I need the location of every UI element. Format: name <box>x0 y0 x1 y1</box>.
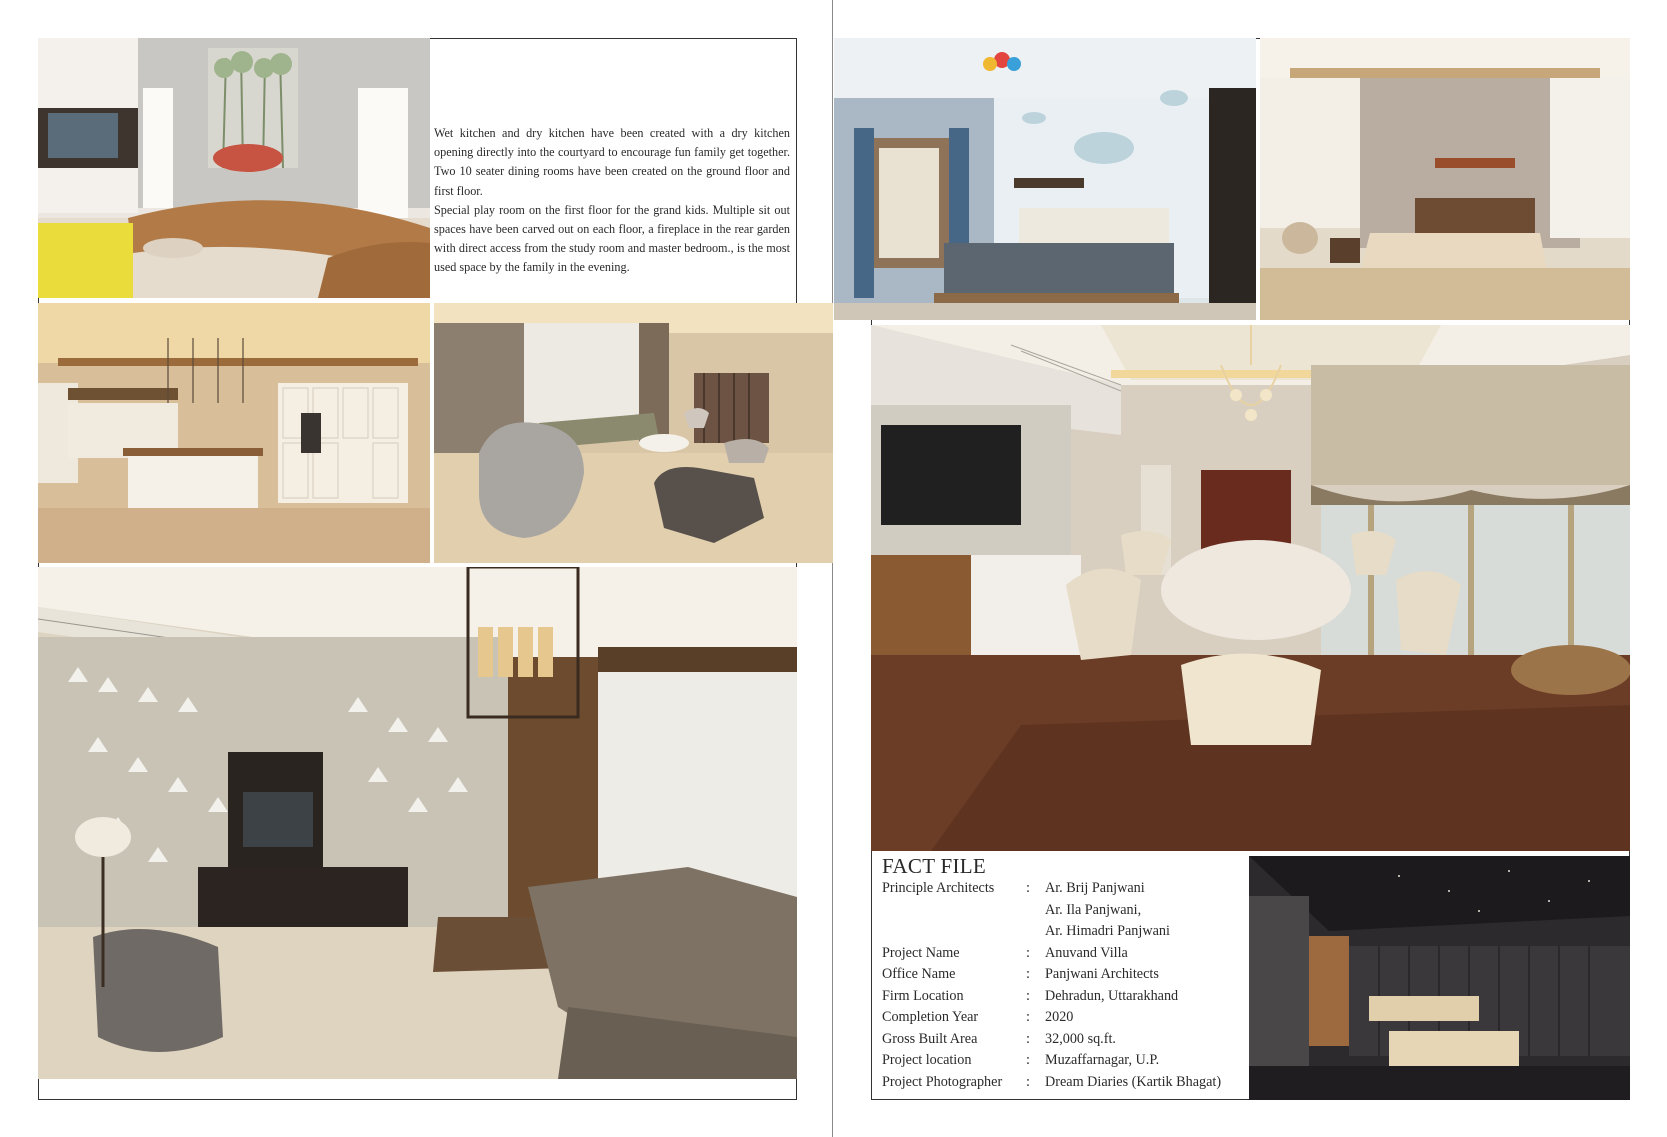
fact-value: Ar. Himadri Panjwani <box>1045 923 1170 939</box>
photo-living-room-curved-sofa <box>38 38 430 298</box>
fact-label: Project Photographer <box>882 1073 1003 1090</box>
fact-file-title: FACT FILE <box>882 854 987 878</box>
fact-separator: : <box>1026 1052 1030 1068</box>
page-spread-divider <box>832 0 833 1137</box>
fact-row <box>882 964 1252 986</box>
fact-row <box>882 900 1252 922</box>
fact-label: Completion Year <box>882 1009 979 1025</box>
fact-value: 2020 <box>1045 1009 1074 1025</box>
fact-file <box>882 855 1252 1093</box>
fact-separator: : <box>1026 1073 1030 1090</box>
intro-paragraph-2: Special play room on the first floor for the grand kids. Multiple sit out spaces have been carved out on each floor, a fireplace in the rear garden with direct access from the study room and master bedroom., is the most used space by the family in the evening. <box>434 202 790 275</box>
fact-label: Gross Built Area <box>882 1030 978 1047</box>
fact-separator: : <box>1026 966 1030 982</box>
fact-row <box>882 1007 1252 1029</box>
fact-row <box>882 986 1252 1008</box>
fact-value: Ar. Brij Panjwani <box>1045 880 1145 896</box>
photo-lounge-grey-sofas <box>434 303 833 563</box>
fact-label: Principle Architects <box>882 880 995 896</box>
fact-row <box>882 878 1252 900</box>
fact-value: Ar. Ila Panjwani, <box>1045 901 1142 918</box>
fact-row <box>882 1072 1252 1094</box>
fact-row <box>882 943 1252 965</box>
fact-value: Panjwani Architects <box>1045 966 1159 982</box>
fact-row <box>882 921 1252 943</box>
fact-value: Muzaffarnagar, U.P. <box>1045 1052 1160 1068</box>
photo-tv-living-room <box>38 567 797 1079</box>
photo-kitchen <box>38 303 430 563</box>
fact-value: 32,000 sq.ft. <box>1045 1030 1116 1047</box>
intro-text-block <box>434 124 790 278</box>
fact-row <box>882 1050 1252 1072</box>
fact-label: Firm Location <box>882 987 964 1004</box>
photo-dining-room <box>871 325 1630 851</box>
intro-paragraph-1: Wet kitchen and dry kitchen have been created with a dry kitchen opening directly into the courtyard to encourage fun family get together. Two 10 seater dining rooms have been created on the ground floor and first floor. <box>434 126 790 198</box>
fact-separator: : <box>1026 987 1030 1004</box>
fact-separator: : <box>1026 1030 1030 1047</box>
fact-file-rows <box>882 878 1252 1093</box>
fact-value: Dehradun, Uttarakhand <box>1045 987 1179 1004</box>
fact-value: Anuvand Villa <box>1045 944 1128 961</box>
fact-separator: : <box>1026 880 1030 896</box>
fact-value: Dream Diaries (Kartik Bhagat) <box>1045 1073 1222 1090</box>
fact-label: Project Name <box>882 944 960 961</box>
photo-kids-bedroom <box>834 38 1256 320</box>
fact-row <box>882 1029 1252 1051</box>
fact-label: Office Name <box>882 966 956 982</box>
photo-master-bedroom <box>1260 38 1630 320</box>
photo-home-theatre <box>1249 856 1630 1100</box>
fact-label: Project location <box>882 1052 972 1068</box>
fact-separator: : <box>1026 1009 1030 1025</box>
fact-separator: : <box>1026 944 1030 961</box>
